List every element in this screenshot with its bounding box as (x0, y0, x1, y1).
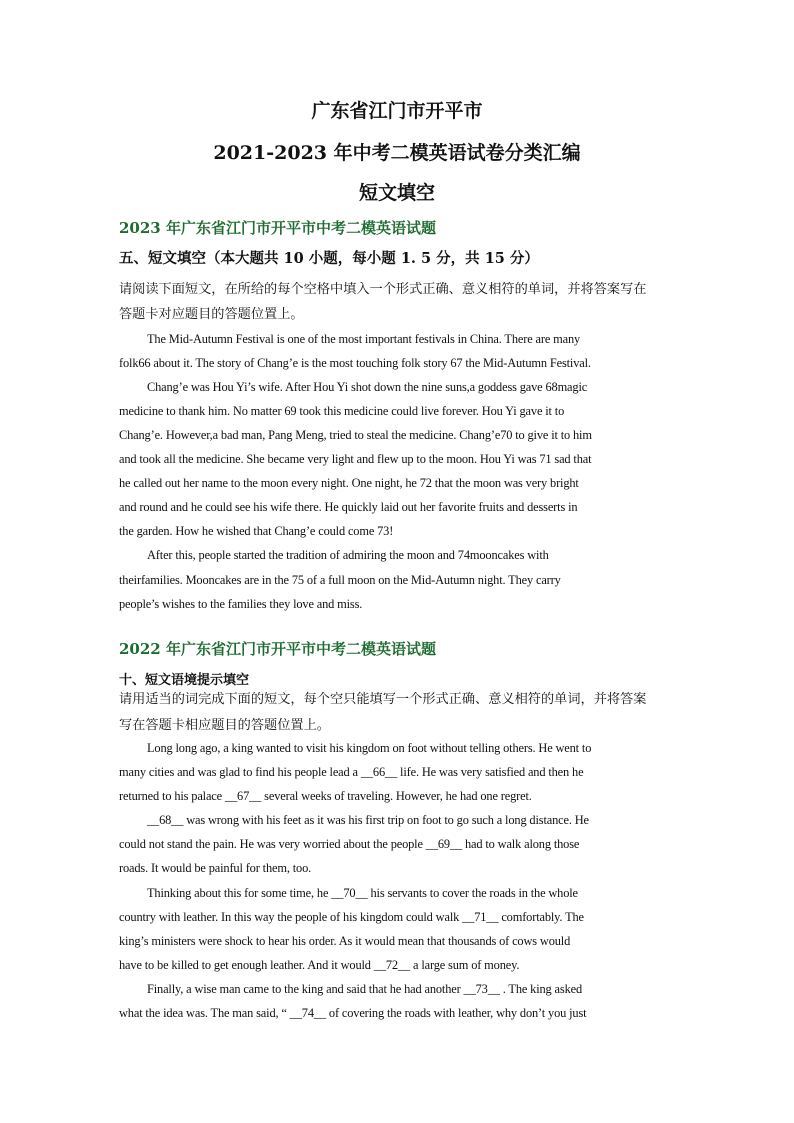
section-2022-part-title: 十、短文语境提示填空 (119, 673, 250, 688)
passage-line: folk66 about it. The story of Chang’e is the most touching folk story 67 the Mid-Autumn Festival. (119, 356, 591, 370)
passage-line: __68__ was wrong with his feet as it was his first trip on foot to go such a long distance. He (147, 813, 589, 827)
section-2023-heading: 2023 年广东省江门市开平市中考二模英语试题 (119, 219, 436, 237)
instruction-line: 请阅读下面短文，在所给的每个空格中填入一个形式正确、意义相符的单词，并将答案写在 (119, 282, 647, 297)
instruction-line: 请用适当的词完成下面的短文，每个空只能填写一个形式正确、意义相符的单词，并将答案 (119, 692, 647, 707)
passage-line: After this, people started the tradition of admiring the moon and 74mooncakes with (147, 548, 549, 562)
instruction-line: 答题卡对应题目的答题位置上。 (119, 307, 304, 322)
passage-line: and took all the medicine. She became very light and flew up to the moon. Hou Yi was 71 sad that (119, 452, 592, 466)
passage-line: people’s wishes to the families they love and miss. (119, 597, 363, 611)
passage-line: returned to his palace __67__ several weeks of traveling. However, he had one regret. (119, 789, 532, 803)
passage-line: the garden. How he wished that Chang’e could come 73! (119, 524, 394, 538)
passage-line: roads. It would be painful for them, too. (119, 861, 312, 875)
doc-title-subject: 2021-2023 年中考二模英语试卷分类汇编 (213, 142, 581, 164)
passage-line: king’s ministers were shock to hear his order. As it would mean that thousands of cows would (119, 934, 571, 948)
doc-title-category: 短文填空 (358, 182, 435, 204)
passage-line: medicine to thank him. No matter 69 took this medicine could live forever. Hou Yi gave it to (119, 404, 565, 418)
passage-line: Long long ago, a king wanted to visit his kingdom on foot without telling others. He went to (147, 741, 592, 755)
doc-title-region: 广东省江门市开平市 (311, 100, 483, 122)
passage-line: he called out her name to the moon every night. One night, he 72 that the moon was very bright (119, 476, 579, 490)
passage-line: what the idea was. The man said, “ __74__ of covering the roads with leather, why don’t you just (119, 1006, 587, 1020)
passage-line: could not stand the pain. He was very worried about the people __69__ had to walk along those (119, 837, 580, 851)
passage-line: many cities and was glad to find his people lead a __66__ life. He was very satisfied and then he (119, 765, 584, 779)
instruction-line: 写在答题卡相应题目的答题位置上。 (119, 718, 330, 733)
passage-line: have to be killed to get enough leather. And it would __72__ a large sum of money. (119, 958, 520, 972)
passage-line: theirfamilies. Mooncakes are in the 75 of a full moon on the Mid-Autumn night. They carry (119, 573, 561, 587)
section-2023-part-title: 五、短文填空（本大题共 10 小题，每小题 1. 5 分，共 15 分） (119, 250, 539, 267)
passage-line: Chang’e. However,a bad man, Pang Meng, tried to steal the medicine. Chang’e70 to give it to him (119, 428, 592, 442)
passage-line: The Mid-Autumn Festival is one of the most important festivals in China. There are many (147, 332, 581, 346)
passage-line: Finally, a wise man came to the king and said that he had another __73__ . The king asked (147, 982, 583, 996)
passage-line: and round and he could see his wife there. He quickly laid out her favorite fruits and desserts in (119, 500, 578, 514)
section-2022-heading: 2022 年广东省江门市开平市中考二模英语试题 (119, 640, 436, 658)
passage-line: country with leather. In this way the people of his kingdom could walk __71__ comfortably. The (119, 910, 584, 924)
passage-line: Thinking about this for some time, he __70__ his servants to cover the roads in the whole (147, 886, 578, 900)
passage-line: Chang’e was Hou Yi’s wife. After Hou Yi shot down the nine suns,a goddess gave 68magic (147, 380, 588, 394)
